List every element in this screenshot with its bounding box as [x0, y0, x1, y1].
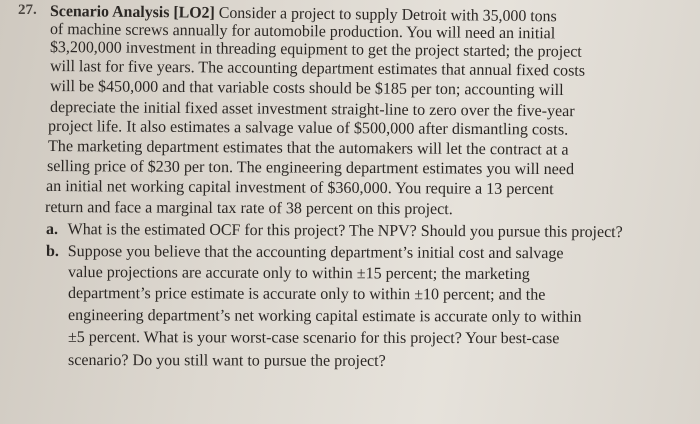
part-b-line: department’s price estimate is accurate only to within ±10 percent; and the [67, 284, 546, 304]
part-b-line: scenario? Do you still want to pursue the project? [67, 351, 386, 370]
part-b-marker: b. [45, 242, 59, 261]
intro-line: depreciate the initial fixed asset investment straight-line to zero over the five-year [49, 98, 575, 121]
part-a [46, 220, 623, 242]
intro-line: return and face a marginal tax rate of 38 percent on this project. [44, 198, 453, 219]
part-b-first-line [46, 242, 564, 263]
part-b-line: Suppose you believe that the accounting department’s initial cost and salvage [67, 242, 564, 263]
intro-line: selling price of $230 per ton. The engineering department estimates you will need [46, 157, 575, 179]
problem-title: Scenario Analysis [LO2] [49, 2, 215, 22]
intro-line: will last for five years. The accounting department estimates that annual fixed costs [49, 57, 586, 80]
part-a-marker: a. [45, 220, 59, 239]
part-b-line: engineering department’s net working capital estimate is accurate only to within [67, 306, 582, 326]
intro-line: will be $450,000 and that variable costs should be $185 per ton; accounting will [49, 77, 564, 100]
intro-line: $3,200,000 investment in threading equipment to get the project started; the project [49, 38, 582, 61]
intro-line: project life. It also estimates a salvage value of $500,000 after dismantling costs. [47, 117, 569, 139]
part-a-text: What is the estimated OCF for this project? The NPV? Should you pursue this project? [67, 220, 623, 242]
intro-line: The marketing department estimates that the automakers will let the contract at a [47, 137, 569, 159]
part-b-line: ±5 percent. What is your worst-case scenario for this project? Your best-case [67, 328, 560, 348]
intro-line: of machine screws annually for automobile production. You will need an initial [49, 20, 556, 43]
intro-line: an initial net working capital investment of $360,000. You require a 13 percent [45, 177, 554, 199]
problem-number: 27. [18, 2, 37, 18]
part-b-line: value projections are accurate only to within ±15 percent; the marketing [67, 263, 530, 284]
intro-line: Consider a project to supply Detroit with 35,000 tons [218, 3, 557, 26]
